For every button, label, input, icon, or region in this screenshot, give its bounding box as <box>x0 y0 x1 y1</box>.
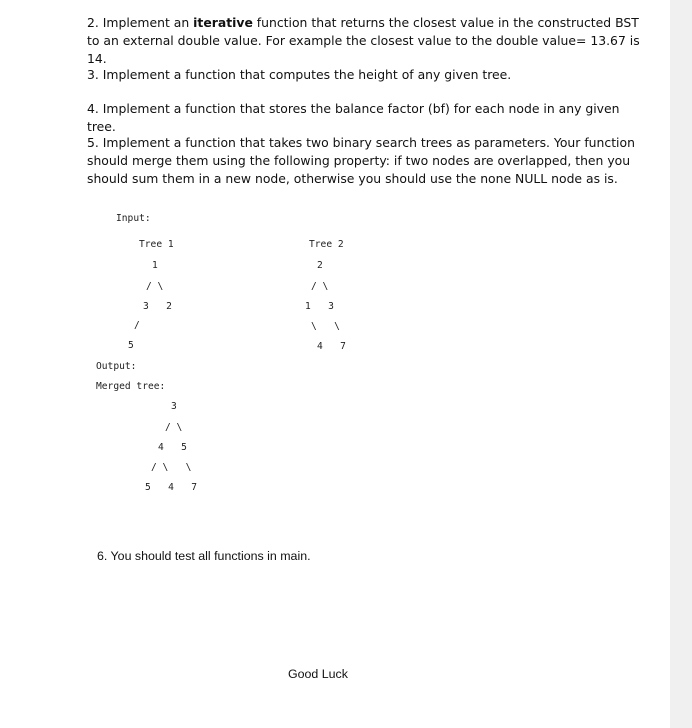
tree1-row-3: 3 2 <box>143 301 172 312</box>
item-2 <box>87 14 652 68</box>
tree2-row-2: / \ <box>311 281 329 292</box>
tree1-title: Tree 1 <box>139 239 174 250</box>
item-5: 5. Implement a function that takes two binary search trees as parameters. Your function should merge them using the following property: if two nodes are overlapped, then you should sum them in a new node, otherwise you should use the none NULL node as is. <box>87 135 635 186</box>
item-2-pre: 2. Implement an <box>87 15 194 30</box>
tree2-row-5: 4 7 <box>317 341 346 352</box>
tree1-row-5: 5 <box>128 340 134 351</box>
tree2-row-4: \ \ <box>311 321 340 332</box>
tree1-row-1: 1 <box>152 260 158 271</box>
item-6: 6. You should test all functions in main. <box>97 549 311 563</box>
item-4: 4. Implement a function that stores the balance factor (bf) for each node in any given tree. <box>87 101 620 134</box>
merged-row-1: 3 <box>171 401 177 412</box>
output-label: Output: <box>96 361 137 372</box>
item-2-bold: iterative <box>193 15 253 30</box>
item-2-post: function that returns the closest value in the constructed BST to an external double value. For example the closest value to the double value= 13.67 is 14. <box>87 15 640 66</box>
merged-label: Merged tree: <box>96 381 166 392</box>
input-label: Input: <box>116 213 151 224</box>
tree1-row-4: / <box>134 320 140 331</box>
merged-row-4: / \ \ <box>151 462 192 473</box>
merged-row-5: 5 4 7 <box>145 482 197 493</box>
tree2-row-1: 2 <box>317 260 323 271</box>
merged-row-2: / \ <box>165 422 183 433</box>
tree2-row-3: 1 3 <box>305 301 334 312</box>
tree1-row-2: / \ <box>146 281 164 292</box>
scrollbar-track[interactable] <box>670 0 692 728</box>
item-3: 3. Implement a function that computes the height of any given tree. <box>87 67 512 82</box>
tree2-title: Tree 2 <box>309 239 344 250</box>
closing-text: Good Luck <box>288 667 348 681</box>
merged-row-3: 4 5 <box>158 442 187 453</box>
